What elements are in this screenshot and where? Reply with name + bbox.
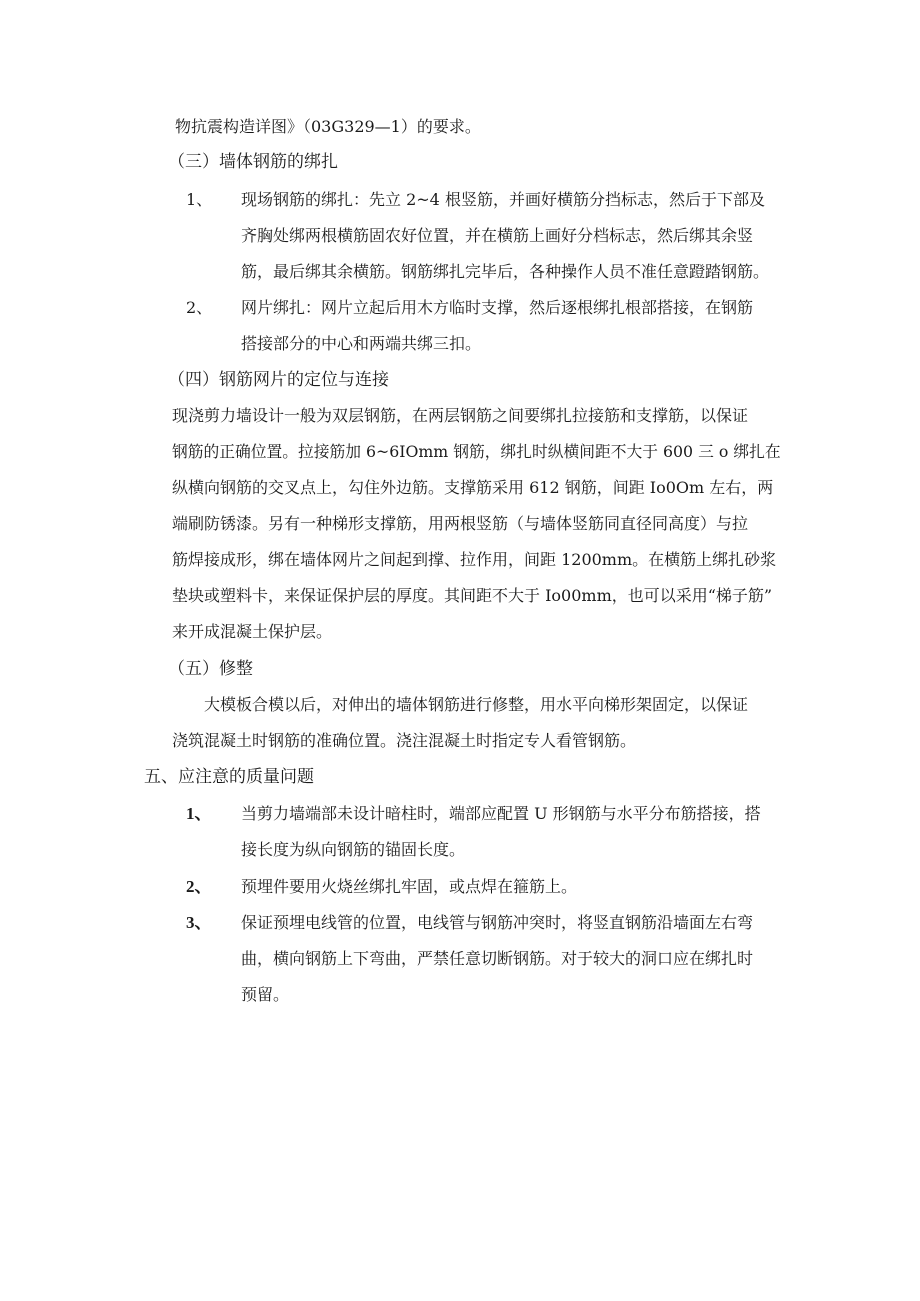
chapter5-item2-number: 2、 xyxy=(186,877,212,896)
chapter5-item3-line2: 曲，横向钢筋上下弯曲，严禁任意切断钢筋。对于较大的洞口应在绑扎时 xyxy=(241,949,754,968)
section4-line6: 垫块或塑料卡，来保证保护层的厚度。其间距不大于 Io00mm，也可以采用“梯子筋” xyxy=(172,586,773,605)
chapter5-heading: 五、应注意的质量问题 xyxy=(144,767,314,787)
chapter5-item3-line1: 保证预埋电线管的位置，电线管与钢筋冲突时，将竖直钢筋沿墙面左右弯 xyxy=(241,913,754,932)
section4-line2: 钢筋的正确位置。拉接筋加 6~6IOmm 钢筋，绑扎时纵横间距不大于 600 三 o 绑扎在 xyxy=(172,442,781,461)
chapter5-item1-line1: 当剪力墙端部未设计暗柱时，端部应配置 U 形钢筋与水平分布筋搭接，搭 xyxy=(241,804,761,823)
section4-line3: 纵横向钢筋的交叉点上，勾住外边筋。支撑筋采用 612 钢筋，间距 Io0Om 左右，两 xyxy=(172,478,774,497)
section5-line1: 大模板合模以后，对伸出的墙体钢筋进行修整，用水平向梯形架固定，以保证 xyxy=(204,695,749,714)
chapter5-item1-number: 1、 xyxy=(186,804,212,823)
section3-item2-number: 2、 xyxy=(186,298,213,317)
chapter5-item1-line2: 接长度为纵向钢筋的锚固长度。 xyxy=(241,840,466,859)
section4-line5: 筋焊接成形，绑在墙体网片之间起到撑、拉作用，间距 1200mm。在横筋上绑扎砂浆 xyxy=(172,550,777,569)
chapter5-item2-line1: 预埋件要用火烧丝绑扎牢固，或点焊在箍筋上。 xyxy=(241,877,578,896)
section3-item1-line1: 现场钢筋的绑扎：先立 2~4 根竖筋，并画好横筋分挡标志，然后于下部及 xyxy=(241,190,765,209)
section3-item2-line1: 网片绑扎：网片立起后用木方临时支撑，然后逐根绑扎根部搭接，在钢筋 xyxy=(241,298,754,317)
section3-item1-number: 1、 xyxy=(186,190,213,209)
section4-line4: 端刷防锈漆。另有一种梯形支撑筋，用两根竖筋（与墙体竖筋同直径同高度）与拉 xyxy=(172,514,749,533)
section5-line2: 浇筑混凝土时钢筋的准确位置。浇注混凝土时指定专人看管钢筋。 xyxy=(172,731,637,750)
section4-line1: 现浇剪力墙设计一般为双层钢筋，在两层钢筋之间要绑扎拉接筋和支撑筋，以保证 xyxy=(172,406,749,425)
section4-heading: （四）钢筋网片的定位与连接 xyxy=(168,370,389,390)
section3-item1-line3: 筋，最后绑其余横筋。钢筋绑扎完毕后，各种操作人员不准任意蹬踏钢筋。 xyxy=(241,262,770,281)
chapter5-item3-line3: 预留。 xyxy=(241,985,290,1004)
section3-heading: （三）墙体钢筋的绑扎 xyxy=(168,152,338,172)
chapter5-item3-number: 3、 xyxy=(186,913,212,932)
section3-item2-line2: 搭接部分的中心和两端共绑三扣。 xyxy=(241,334,482,353)
section4-line7: 来开成混凝土保护层。 xyxy=(172,622,333,641)
intro-continuation: 物抗震构造详图》（03G329—1）的要求。 xyxy=(175,117,481,136)
section5-heading: （五）修整 xyxy=(168,659,253,679)
section3-item1-line2: 齐胸处绑两根横筋固农好位置，并在横筋上画好分档标志，然后绑其余竖 xyxy=(241,226,754,245)
